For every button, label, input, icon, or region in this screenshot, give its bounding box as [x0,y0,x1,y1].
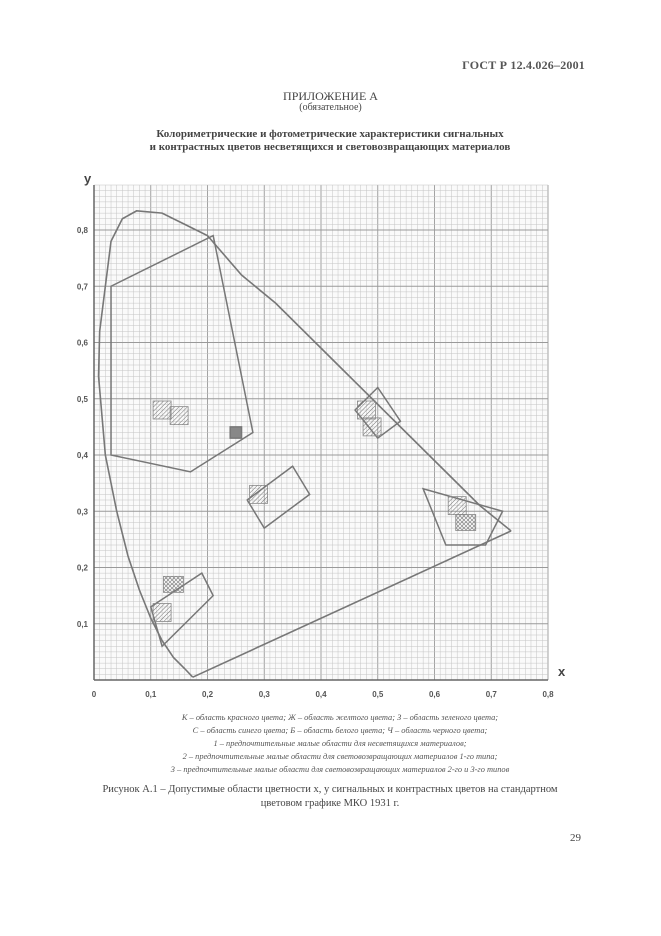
x-tick-label: 0,7 [485,690,497,699]
x-tick-label: 0,4 [315,690,327,699]
preferred-area [153,604,171,622]
heading-line-1: Колориметрические и фотометрические характеристики сигнальных [156,128,504,140]
x-tick-label: 0,2 [201,690,214,699]
preferred-area [363,418,381,436]
legend-line-2: С – область синего цвета; Б – область белого цвета; Ч – область черного цвета; [192,726,488,735]
preferred-area-cross [456,515,476,531]
legend-line-3: 1 – предпочтительные малые области для несветящихся материалов; [213,739,467,748]
x-tick-label: 0,8 [542,690,554,699]
preferred-area [170,407,188,425]
appendix-title: ПРИЛОЖЕНИЕ А [283,89,378,103]
figure-caption [60,783,600,811]
caption-line-2: цветовом графике МКО 1931 г. [260,798,400,809]
page-number: 29 [570,832,581,844]
chromaticity-diagram [0,160,661,710]
legend-line-4: 2 – предпочтительные малые области для световозвращающих материалов 1-го типа; [182,752,498,761]
caption-line-1: Рисунок А.1 – Допустимые области цветности x, y сигнальных и контрастных цветов на стандартном [102,784,558,795]
y-tick-label: 0,7 [76,282,88,292]
standard-code: ГОСТ Р 12.4.026–2001 [462,58,585,72]
appendix-heading [80,128,580,154]
x-axis-label: x [558,664,566,679]
x-tick-label: 0,5 [372,690,384,699]
y-tick-label: 0,5 [76,394,88,404]
legend-line-5: 3 – предпочтительные малые области для световозвращающих материалов 2-го и 3-го типов [170,765,510,774]
preferred-area-cross [163,576,183,592]
x-tick-label: 0,6 [428,690,441,699]
y-axis-label: y [84,171,92,186]
x-tick-label: 0,1 [145,690,157,699]
legend [60,711,620,776]
y-tick-label: 0,6 [76,338,88,348]
preferred-area [153,401,171,419]
x-tick-label: 0 [91,690,97,699]
y-tick-label: 0,4 [76,451,88,460]
preferred-area [448,497,466,515]
y-tick-label: 0,8 [76,226,88,235]
heading-line-2: и контрастных цветов несветящихся и световозвращающих материалов [149,141,511,153]
y-tick-label: 0,3 [76,507,88,517]
appendix-subtitle: (обязательное) [299,102,362,113]
legend-line-1: К – область красного цвета; Ж – область желтого цвета; З – область зеленого цвета; [181,713,499,722]
preferred-area [250,485,268,503]
x-tick-label: 0,3 [258,690,270,699]
y-tick-label: 0,2 [76,563,88,573]
color-region-Ч [230,427,241,438]
preferred-area [357,401,375,419]
y-tick-label: 0,1 [76,619,88,629]
